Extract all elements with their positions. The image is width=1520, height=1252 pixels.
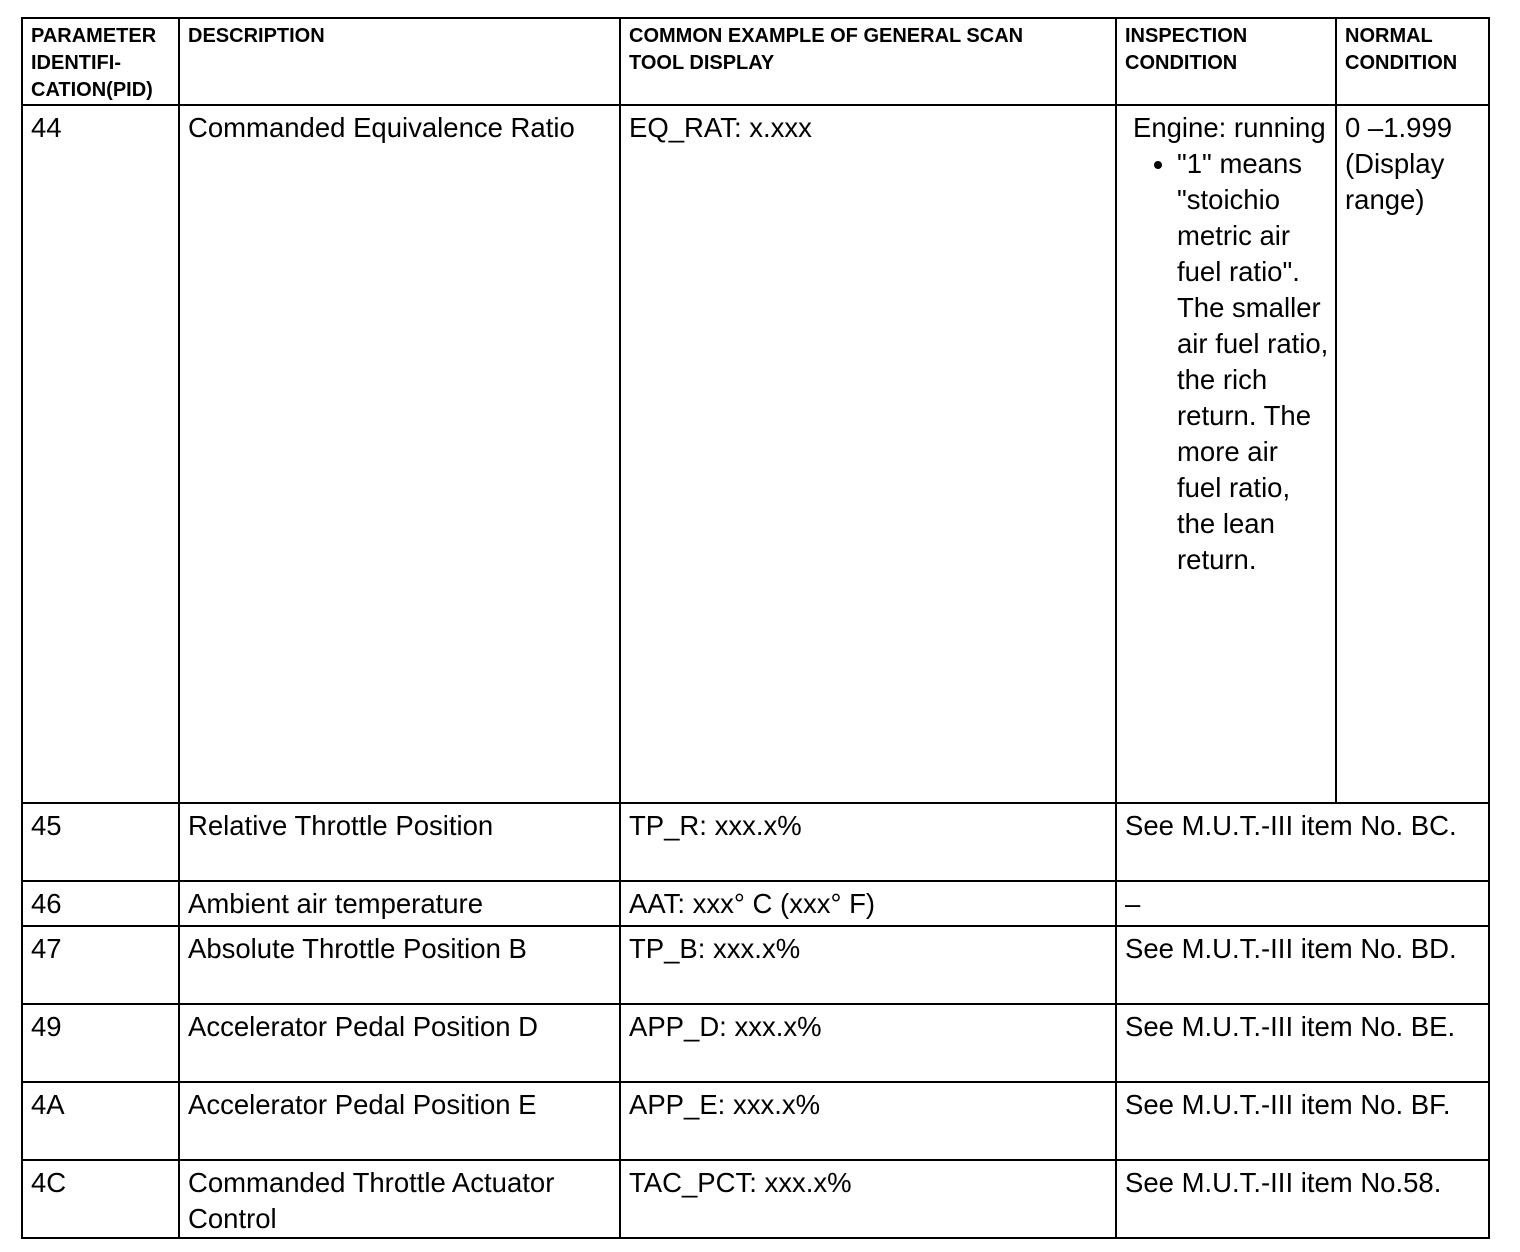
cell-pid: 4A — [22, 1082, 179, 1160]
table-row — [22, 1082, 1489, 1160]
cell-pid: 44 — [22, 105, 179, 803]
cell-description: Ambient air temperature — [179, 881, 620, 926]
header-pid-line: CATION(PID) — [31, 79, 153, 101]
header-normal — [1336, 18, 1489, 105]
table-row — [22, 926, 1489, 1004]
cell-description: Absolute Throttle Position B — [179, 926, 620, 1004]
inspection-main-text: Engine: running — [1133, 112, 1326, 143]
header-inspection — [1116, 18, 1336, 105]
cell-pid: 45 — [22, 803, 179, 881]
header-row — [22, 18, 1489, 105]
cell-description: Relative Throttle Position — [179, 803, 620, 881]
cell-display: AAT: xxx° C (xxx° F) — [620, 881, 1116, 926]
header-description: DESCRIPTION — [179, 18, 620, 105]
cell-condition: – — [1116, 881, 1489, 926]
header-pid — [22, 18, 179, 105]
cell-condition: See M.U.T.-III item No.58. — [1116, 1160, 1489, 1238]
cell-pid: 49 — [22, 1004, 179, 1082]
cell-normal: 0 –1.999 (Display range) — [1336, 105, 1489, 803]
table-row — [22, 1160, 1489, 1238]
inspection-note: • "1" means "stoichio metric air fuel ratio". The smaller air fuel ratio, the rich return. The more air fuel ratio, the lean return. — [1177, 146, 1329, 578]
cell-description: Accelerator Pedal Position D — [179, 1004, 620, 1082]
cell-display: APP_E: xxx.x% — [620, 1082, 1116, 1160]
cell-display: EQ_RAT: x.xxx — [620, 105, 1116, 803]
table-row — [22, 1004, 1489, 1082]
header-display-line: COMMON EXAMPLE OF GENERAL SCAN — [629, 25, 1024, 47]
cell-pid: 46 — [22, 881, 179, 926]
cell-condition: See M.U.T.-III item No. BE. — [1116, 1004, 1489, 1082]
header-display — [620, 18, 1116, 105]
cell-description: Commanded Equivalence Ratio — [179, 105, 620, 803]
header-pid-line: IDENTIFI- — [31, 52, 121, 74]
cell-display: APP_D: xxx.x% — [620, 1004, 1116, 1082]
header-display-line: TOOL DISPLAY — [629, 52, 775, 74]
table-row — [22, 803, 1489, 881]
cell-description: Commanded Throttle Actuator Control — [179, 1160, 620, 1238]
pid-table — [21, 17, 1490, 1239]
cell-display: TP_R: xxx.x% — [620, 803, 1116, 881]
header-normal-line: CONDITION — [1345, 52, 1458, 74]
cell-inspection — [1116, 105, 1336, 803]
header-normal-line: NORMAL — [1345, 25, 1433, 47]
table-row — [22, 881, 1489, 926]
header-pid-line: PARAMETER — [31, 25, 157, 47]
header-inspection-line: INSPECTION — [1125, 25, 1248, 47]
cell-pid: 4C — [22, 1160, 179, 1238]
cell-description: Accelerator Pedal Position E — [179, 1082, 620, 1160]
table-row — [22, 105, 1489, 803]
cell-pid: 47 — [22, 926, 179, 1004]
inspection-notes-list — [1133, 146, 1329, 578]
header-inspection-line: CONDITION — [1125, 52, 1238, 74]
cell-display: TAC_PCT: xxx.x% — [620, 1160, 1116, 1238]
cell-condition: See M.U.T.-III item No. BD. — [1116, 926, 1489, 1004]
cell-condition: See M.U.T.-III item No. BC. — [1116, 803, 1489, 881]
cell-display: TP_B: xxx.x% — [620, 926, 1116, 1004]
cell-condition: See M.U.T.-III item No. BF. — [1116, 1082, 1489, 1160]
